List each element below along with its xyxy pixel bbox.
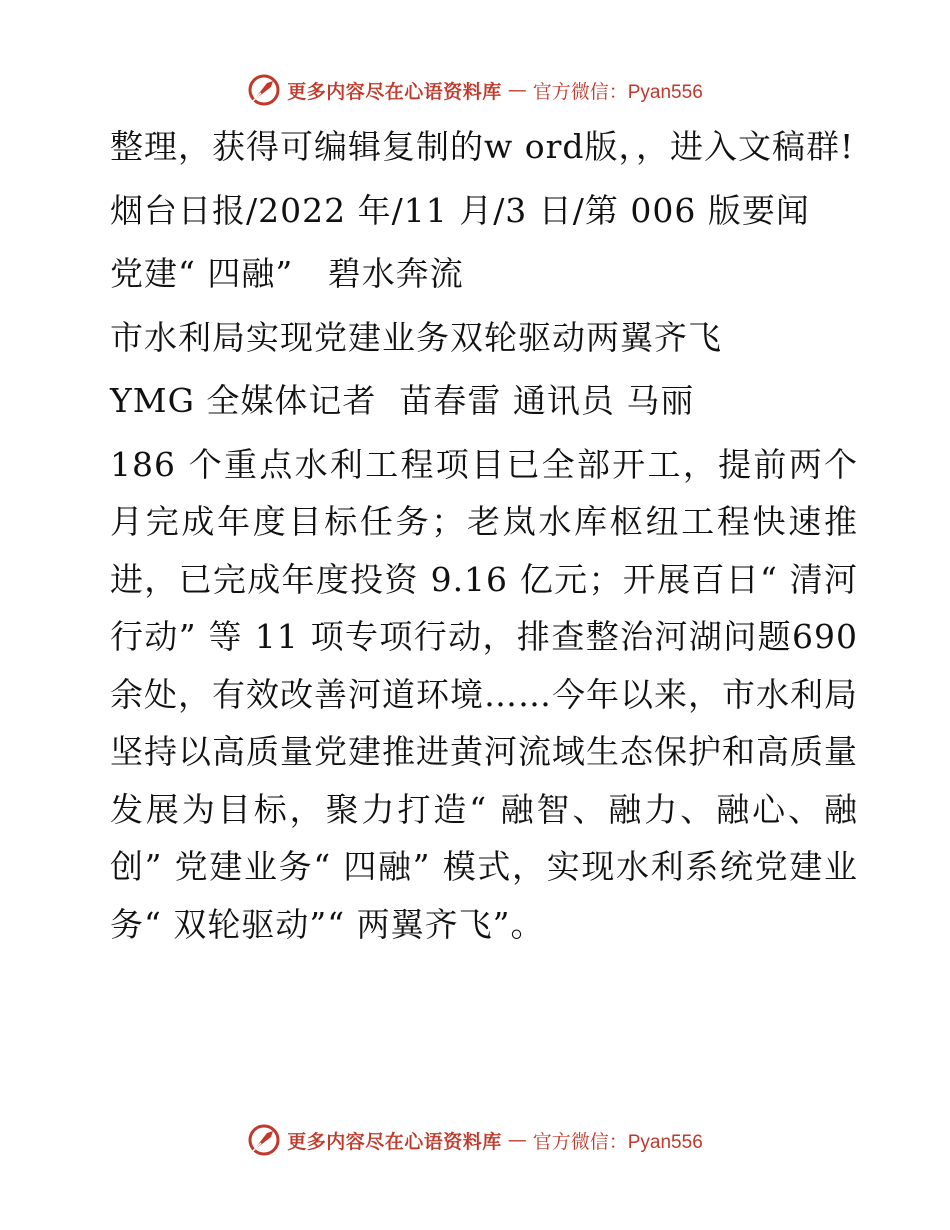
- watermark-brand-text: 更多内容尽在心语资料库: [287, 1130, 502, 1153]
- subheadline: 市水利局实现党建业务双轮驱动两翼齐飞: [110, 317, 722, 357]
- watermark-brand-text: 更多内容尽在心语资料库: [287, 80, 502, 103]
- quill-pen-logo-icon: [247, 1123, 281, 1157]
- quill-pen-logo-icon: [247, 73, 281, 107]
- source-line: 烟台日报/2022 年/11 月/3 日/第 006 版要闻: [110, 190, 810, 230]
- watermark-footer: [0, 1120, 950, 1160]
- watermark-header: [0, 70, 950, 110]
- watermark-separator: —: [507, 1129, 527, 1151]
- body-paragraph: 186 个重点水利工程项目已全部开工，提前两个月完成年度目标任务；老岚水库枢纽工程快速推进，已完成年度投资 9.16 亿元；开展百日“ 清河行动” 等 11 项专项行动，排查整治河湖问题690 余处，有效改善河道环境……今年以来，市水利局坚持以高质量党建推进黄河流域生态保护和高质量发展为目标，聚力打造“ 融智、融力、融心、融创” 党建业务“ 四融” 模式，实现水利系统党建业务“ 双轮驱动”“ 两翼齐飞”。: [110, 444, 858, 944]
- watermark-contact-text: 官方微信：Pyan556: [532, 81, 703, 103]
- watermark-contact-text: 官方微信：Pyan556: [532, 1131, 703, 1153]
- byline: YMG 全媒体记者 苗春雷 通讯员 马丽: [110, 381, 695, 420]
- document-body: [98, 118, 858, 953]
- watermark-separator: —: [507, 79, 527, 101]
- intro-paragraph: 整理，获得可编辑复制的w ord版，，进入文稿群!: [110, 127, 855, 166]
- headline: 党建“ 四融” 碧水奔流: [110, 254, 464, 293]
